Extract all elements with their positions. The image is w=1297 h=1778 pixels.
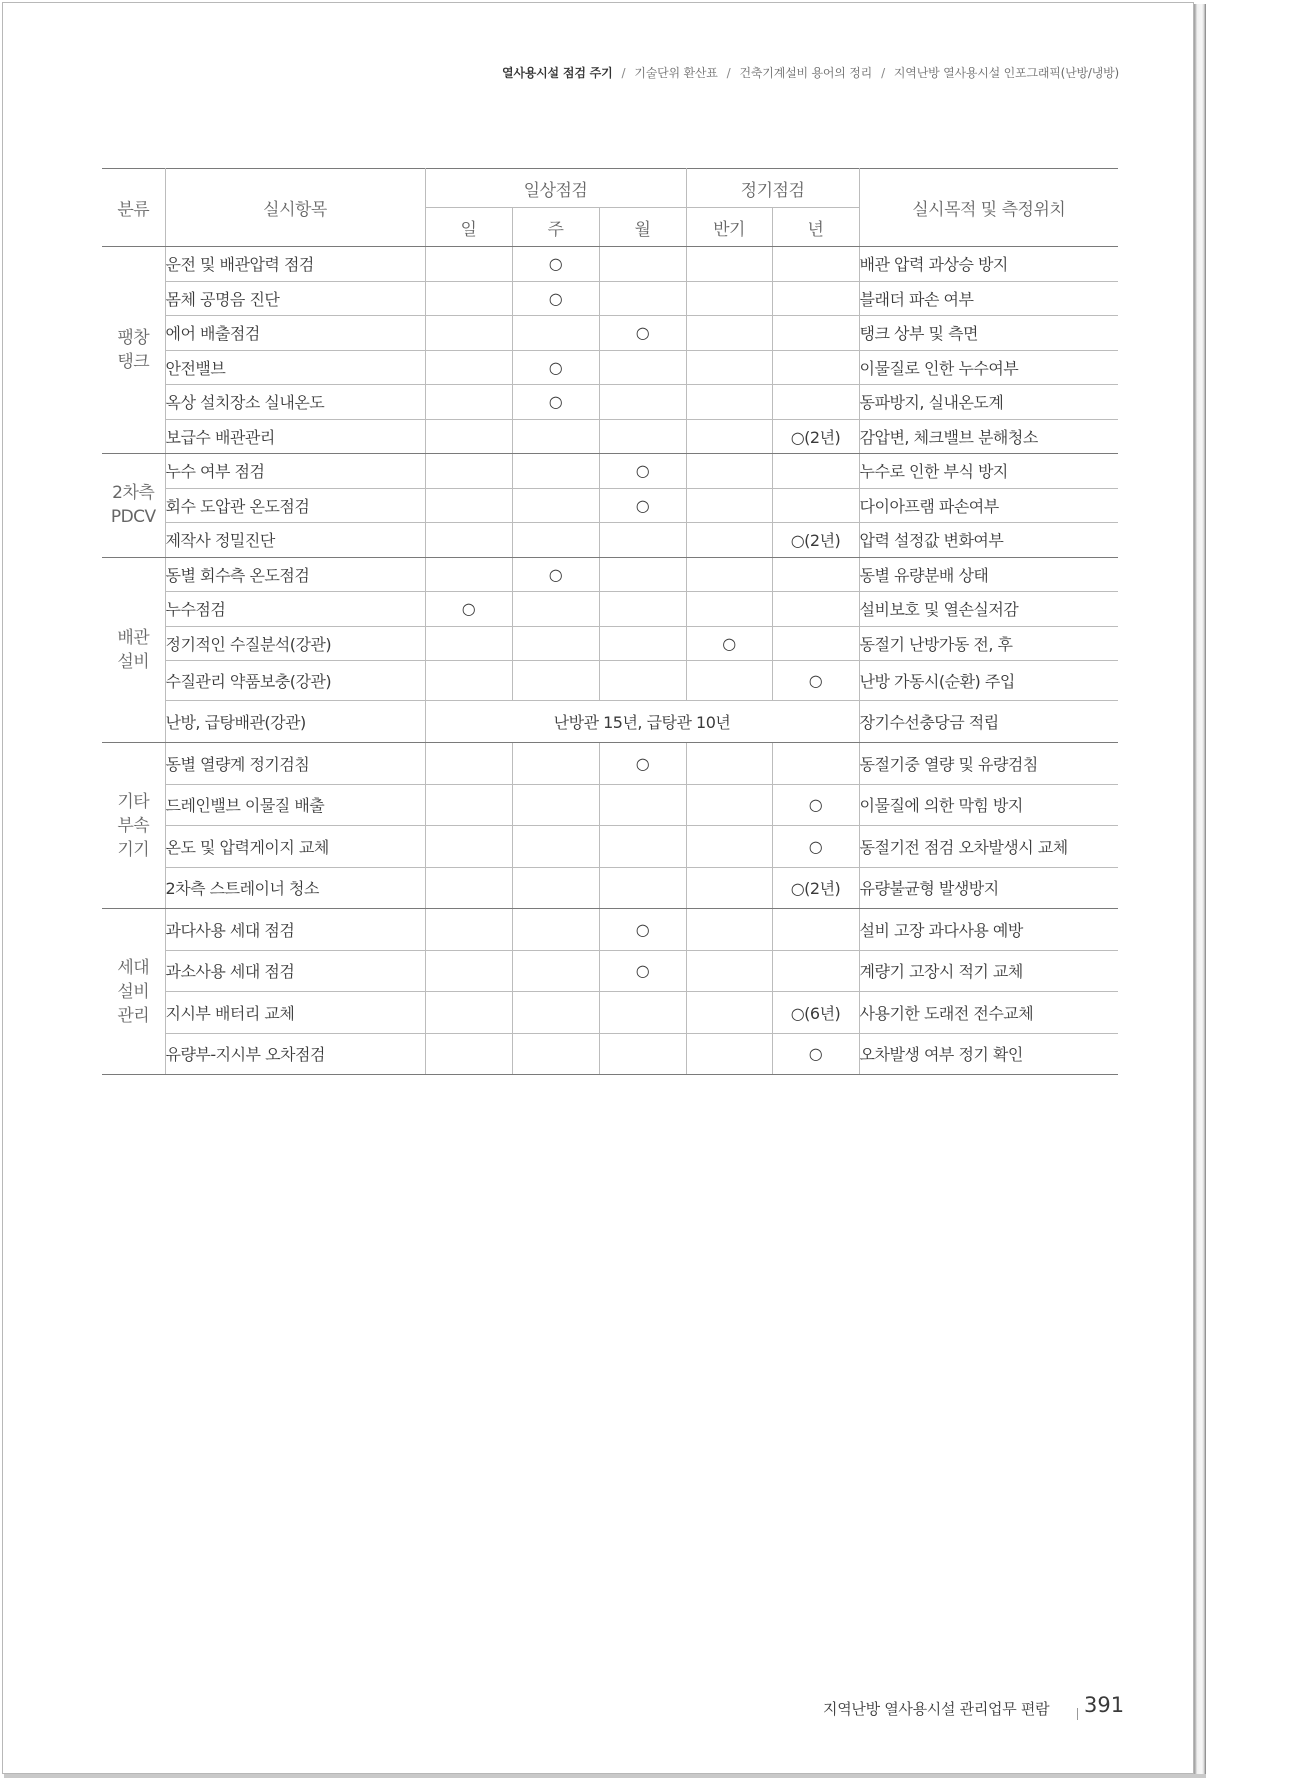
table-row xyxy=(102,247,1118,282)
item-cell: 에어 배출점검 xyxy=(165,316,425,351)
week-cell: ○ xyxy=(512,385,599,420)
purpose-cell: 블래더 파손 여부 xyxy=(859,281,1118,316)
item-cell: 안전밸브 xyxy=(165,350,425,385)
week-cell xyxy=(512,743,599,785)
item-cell: 동별 열량계 정기검침 xyxy=(165,743,425,785)
purpose-cell: 동절기전 점검 오차발생시 교체 xyxy=(859,826,1118,868)
half-year-cell xyxy=(686,592,772,627)
purpose-cell: 이물질로 인한 누수여부 xyxy=(859,350,1118,385)
footer-title: 지역난방 열사용시설 관리업무 편람 xyxy=(823,1700,1050,1718)
year-cell xyxy=(772,385,859,420)
replacement-cycle-note: 난방관 15년, 급탕관 10년 xyxy=(425,701,859,743)
day-cell xyxy=(425,784,512,826)
table-row xyxy=(102,385,1118,420)
week-cell xyxy=(512,784,599,826)
item-cell: 지시부 배터리 교체 xyxy=(165,992,425,1034)
year-cell xyxy=(772,281,859,316)
footer-divider xyxy=(1077,1708,1078,1720)
table-row xyxy=(102,454,1118,489)
week-cell xyxy=(512,950,599,992)
table-row xyxy=(102,281,1118,316)
header-periodic-inspection: 정기점검 xyxy=(686,169,859,208)
year-cell xyxy=(772,454,859,489)
month-cell xyxy=(599,867,686,909)
day-cell xyxy=(425,992,512,1034)
header-half-year: 반기 xyxy=(686,208,772,247)
day-cell xyxy=(425,454,512,489)
half-year-cell xyxy=(686,743,772,785)
day-cell xyxy=(425,557,512,592)
day-cell xyxy=(425,950,512,992)
item-cell: 누수 여부 점검 xyxy=(165,454,425,489)
month-cell: ○ xyxy=(599,454,686,489)
purpose-cell: 사용기한 도래전 전수교체 xyxy=(859,992,1118,1034)
purpose-cell: 유량불균형 발생방지 xyxy=(859,867,1118,909)
half-year-cell xyxy=(686,909,772,951)
day-cell xyxy=(425,488,512,523)
day-cell xyxy=(425,826,512,868)
month-cell xyxy=(599,557,686,592)
table-row xyxy=(102,743,1118,785)
month-cell xyxy=(599,247,686,282)
half-year-cell xyxy=(686,385,772,420)
table-row xyxy=(102,661,1118,701)
week-cell xyxy=(512,488,599,523)
day-cell xyxy=(425,350,512,385)
purpose-cell: 감압변, 체크밸브 분해청소 xyxy=(859,419,1118,454)
item-cell: 수질관리 약품보충(강관) xyxy=(165,661,425,701)
month-cell xyxy=(599,661,686,701)
category-cell: 기타 부속 기기 xyxy=(102,743,165,909)
year-cell xyxy=(772,626,859,661)
table-row xyxy=(102,950,1118,992)
day-cell xyxy=(425,316,512,351)
purpose-cell: 압력 설정값 변화여부 xyxy=(859,523,1118,558)
header-year: 년 xyxy=(772,208,859,247)
table-row xyxy=(102,592,1118,627)
item-cell: 몸체 공명음 진단 xyxy=(165,281,425,316)
half-year-cell xyxy=(686,523,772,558)
week-cell xyxy=(512,826,599,868)
month-cell xyxy=(599,350,686,385)
half-year-cell: ○ xyxy=(686,626,772,661)
half-year-cell xyxy=(686,992,772,1034)
table-row xyxy=(102,826,1118,868)
day-cell xyxy=(425,743,512,785)
header-purpose: 실시목적 및 측정위치 xyxy=(859,169,1118,247)
page-edge-shadow xyxy=(1194,4,1206,1778)
purpose-cell: 다이아프램 파손여부 xyxy=(859,488,1118,523)
breadcrumb-item[interactable]: 기술단위 환산표 xyxy=(634,66,718,80)
day-cell xyxy=(425,385,512,420)
month-cell xyxy=(599,992,686,1034)
item-cell: 옥상 설치장소 실내온도 xyxy=(165,385,425,420)
month-cell xyxy=(599,281,686,316)
breadcrumb-separator: / xyxy=(881,66,885,80)
month-cell: ○ xyxy=(599,316,686,351)
month-cell: ○ xyxy=(599,488,686,523)
breadcrumb-item[interactable]: 건축기계설비 용어의 정리 xyxy=(739,66,873,80)
table-row xyxy=(102,523,1118,558)
year-cell xyxy=(772,350,859,385)
header-week: 주 xyxy=(512,208,599,247)
year-cell: ○ xyxy=(772,826,859,868)
half-year-cell xyxy=(686,419,772,454)
half-year-cell xyxy=(686,826,772,868)
month-cell xyxy=(599,523,686,558)
month-cell xyxy=(599,419,686,454)
year-cell: ○ xyxy=(772,661,859,701)
month-cell: ○ xyxy=(599,909,686,951)
half-year-cell xyxy=(686,1033,772,1075)
year-cell: ○ xyxy=(772,1033,859,1075)
year-cell: ○(2년) xyxy=(772,419,859,454)
header-daily-inspection: 일상점검 xyxy=(425,169,686,208)
half-year-cell xyxy=(686,784,772,826)
purpose-cell: 배관 압력 과상승 방지 xyxy=(859,247,1118,282)
year-cell xyxy=(772,592,859,627)
table-row xyxy=(102,488,1118,523)
week-cell xyxy=(512,867,599,909)
table-row xyxy=(102,316,1118,351)
breadcrumb-item[interactable]: 지역난방 열사용시설 인포그래픽(난방/냉방) xyxy=(893,66,1119,80)
category-cell: 2차측 PDCV xyxy=(102,454,165,558)
item-cell: 과소사용 세대 점검 xyxy=(165,950,425,992)
day-cell: ○ xyxy=(425,592,512,627)
half-year-cell xyxy=(686,281,772,316)
purpose-cell: 난방 가동시(순환) 주입 xyxy=(859,661,1118,701)
table-row xyxy=(102,909,1118,951)
year-cell xyxy=(772,316,859,351)
page-number: 391 xyxy=(1084,1693,1125,1717)
week-cell xyxy=(512,419,599,454)
header-month: 월 xyxy=(599,208,686,247)
breadcrumb-item[interactable]: 열사용시설 점검 주기 xyxy=(501,66,613,80)
header-day: 일 xyxy=(425,208,512,247)
week-cell xyxy=(512,992,599,1034)
day-cell xyxy=(425,661,512,701)
half-year-cell xyxy=(686,454,772,489)
purpose-cell: 동절기 난방가동 전, 후 xyxy=(859,626,1118,661)
week-cell: ○ xyxy=(512,281,599,316)
breadcrumb-separator: / xyxy=(621,66,626,80)
day-cell xyxy=(425,909,512,951)
page-bottom-shadow xyxy=(4,1774,1206,1778)
week-cell xyxy=(512,454,599,489)
year-cell xyxy=(772,488,859,523)
table-row xyxy=(102,419,1118,454)
table-row xyxy=(102,557,1118,592)
day-cell xyxy=(425,419,512,454)
category-cell: 세대 설비 관리 xyxy=(102,909,165,1075)
table-row xyxy=(102,350,1118,385)
week-cell: ○ xyxy=(512,557,599,592)
header-category: 분류 xyxy=(102,169,165,247)
year-cell: ○ xyxy=(772,784,859,826)
week-cell xyxy=(512,909,599,951)
item-cell: 누수점검 xyxy=(165,592,425,627)
week-cell xyxy=(512,626,599,661)
year-cell: ○(6년) xyxy=(772,992,859,1034)
day-cell xyxy=(425,523,512,558)
item-cell: 정기적인 수질분석(강관) xyxy=(165,626,425,661)
half-year-cell xyxy=(686,350,772,385)
item-cell: 유량부-지시부 오차점검 xyxy=(165,1033,425,1075)
half-year-cell xyxy=(686,867,772,909)
item-cell: 2차측 스트레이너 청소 xyxy=(165,867,425,909)
purpose-cell: 장기수선충당금 적립 xyxy=(859,701,1118,743)
half-year-cell xyxy=(686,316,772,351)
year-cell: ○(2년) xyxy=(772,523,859,558)
table-row xyxy=(102,701,1118,743)
purpose-cell: 계량기 고장시 적기 교체 xyxy=(859,950,1118,992)
month-cell xyxy=(599,826,686,868)
month-cell xyxy=(599,626,686,661)
day-cell xyxy=(425,867,512,909)
breadcrumb-separator: / xyxy=(726,66,731,80)
year-cell xyxy=(772,743,859,785)
purpose-cell: 누수로 인한 부식 방지 xyxy=(859,454,1118,489)
item-cell: 난방, 급탕배관(강관) xyxy=(165,701,425,743)
purpose-cell: 동별 유량분배 상태 xyxy=(859,557,1118,592)
week-cell xyxy=(512,661,599,701)
table-row xyxy=(102,867,1118,909)
year-cell xyxy=(772,557,859,592)
day-cell xyxy=(425,247,512,282)
category-cell: 배관 설비 xyxy=(102,557,165,743)
half-year-cell xyxy=(686,488,772,523)
month-cell xyxy=(599,784,686,826)
purpose-cell: 오차발생 여부 정기 확인 xyxy=(859,1033,1118,1075)
purpose-cell: 설비보호 및 열손실저감 xyxy=(859,592,1118,627)
table-body xyxy=(102,247,1118,1075)
year-cell: ○(2년) xyxy=(772,867,859,909)
week-cell: ○ xyxy=(512,247,599,282)
week-cell xyxy=(512,592,599,627)
header-item: 실시항목 xyxy=(165,169,425,247)
purpose-cell: 설비 고장 과다사용 예방 xyxy=(859,909,1118,951)
table-row xyxy=(102,626,1118,661)
category-cell: 팽창 탱크 xyxy=(102,247,165,454)
year-cell xyxy=(772,909,859,951)
day-cell xyxy=(425,626,512,661)
year-cell xyxy=(772,950,859,992)
purpose-cell: 탱크 상부 및 측면 xyxy=(859,316,1118,351)
week-cell: ○ xyxy=(512,350,599,385)
purpose-cell: 동절기중 열량 및 유량검침 xyxy=(859,743,1118,785)
item-cell: 드레인밸브 이물질 배출 xyxy=(165,784,425,826)
purpose-cell: 이물질에 의한 막힘 방지 xyxy=(859,784,1118,826)
month-cell: ○ xyxy=(599,950,686,992)
item-cell: 보급수 배관관리 xyxy=(165,419,425,454)
week-cell xyxy=(512,316,599,351)
item-cell: 운전 및 배관압력 점검 xyxy=(165,247,425,282)
half-year-cell xyxy=(686,661,772,701)
month-cell xyxy=(599,592,686,627)
year-cell xyxy=(772,247,859,282)
month-cell: ○ xyxy=(599,743,686,785)
half-year-cell xyxy=(686,247,772,282)
half-year-cell xyxy=(686,950,772,992)
item-cell: 온도 및 압력게이지 교체 xyxy=(165,826,425,868)
table-row xyxy=(102,1033,1118,1075)
month-cell xyxy=(599,385,686,420)
item-cell: 제작사 정밀진단 xyxy=(165,523,425,558)
purpose-cell: 동파방지, 실내온도계 xyxy=(859,385,1118,420)
item-cell: 동별 회수측 온도점검 xyxy=(165,557,425,592)
week-cell xyxy=(512,1033,599,1075)
week-cell xyxy=(512,523,599,558)
item-cell: 회수 도압관 온도점검 xyxy=(165,488,425,523)
half-year-cell xyxy=(686,557,772,592)
day-cell xyxy=(425,1033,512,1075)
month-cell xyxy=(599,1033,686,1075)
table-row xyxy=(102,992,1118,1034)
inspection-schedule-table xyxy=(102,168,1118,1075)
day-cell xyxy=(425,281,512,316)
item-cell: 과다사용 세대 점검 xyxy=(165,909,425,951)
breadcrumb xyxy=(502,64,1119,81)
table-row xyxy=(102,784,1118,826)
